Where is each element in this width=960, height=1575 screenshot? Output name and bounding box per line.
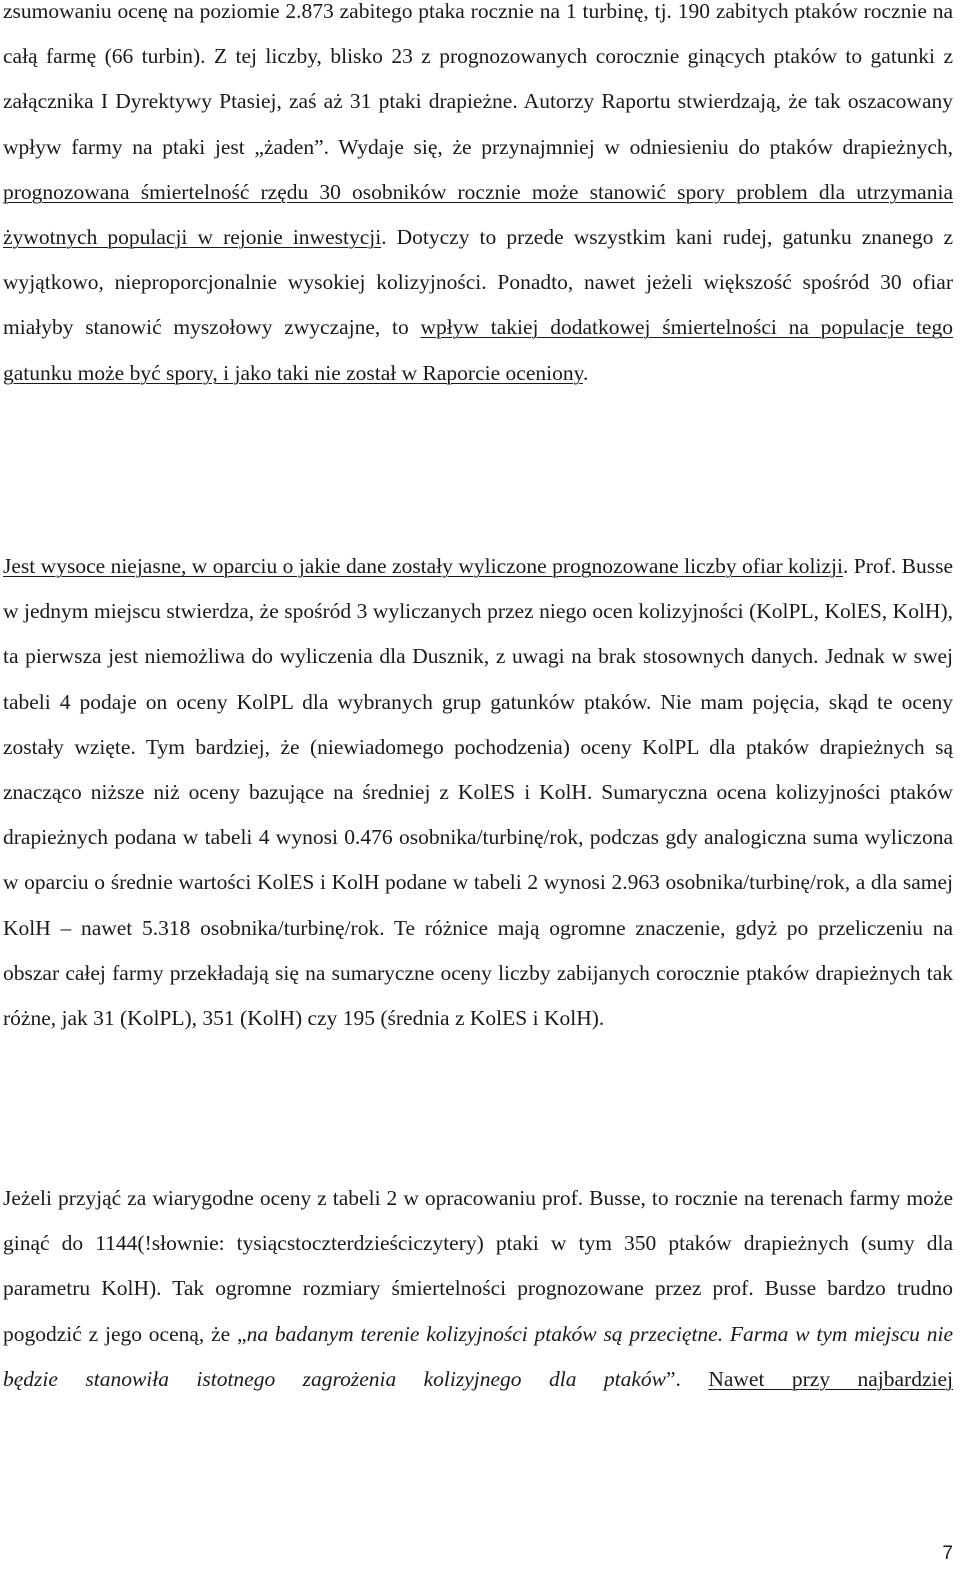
underlined-text: prognozowana śmiertelność rzędu 30 osobników rocznie może stanowić spory problem dla utrzymania żywotnych populacji w rejonie inwestycji <box>3 179 953 250</box>
text-segment: zsumowaniu ocenę na poziomie 2.873 zabitego ptaka rocznie na 1 turbinę, tj. 190 zabitych ptaków rocznie na całą farmę (66 turbin). Z tej liczby, blisko 23 z prognozowanych corocznie ginących ptaków to gatunki z załącznika I Dyrektywy Ptasiej, zaś aż 31 ptaki drapieżne. Autorzy Raportu stwierdzają, że tak oszacowany wpływ farmy na ptaki jest „żaden”. Wydaje się, że przynajmniej w odniesieniu do ptaków drapieżnych, <box>3 0 953 159</box>
underlined-text: wpływ takiej dodatkowej śmiertelności na populacje tego gatunku może być spory, i jako taki nie został w Raporcie oceniony <box>3 315 953 385</box>
underlined-text: Jest wysoce niejasne, w oparciu o jakie dane zostały wyliczone prognozowane liczby ofiar kolizji <box>3 554 843 578</box>
italic-quote: na badanym terenie kolizyjności ptaków są przeciętne. Farma w tym miejscu nie będzie stanowiła istotnego zagrożenia kolizyjnego dla ptaków <box>3 1321 953 1391</box>
text-segment: . Prof. Busse w jednym miejscu stwierdza, że spośród 3 wyliczanych przez niego ocen kolizyjności (KolPL, KolES, KolH), ta pierwsza jest niemożliwa do wyliczenia dla Dusznik, z uwagi na brak stosownych danych. Jednak w swej tabeli 4 podaje on oceny KolPL dla wybranych grup gatunków ptaków. Nie mam pojęcia, skąd te oceny zostały wzięte. Tym bardziej, że (niewiadomego pochodzenia) oceny KolPL dla ptaków drapieżnych są znacząco niższe niż oceny bazujące na średniej z KolES i KolH. Sumaryczna ocena kolizyjności ptaków drapieżnych podana w tabeli 4 wynosi 0.476 osobnika/turbinę/rok, podczas gdy analogiczna suma wyliczona w oparciu o średnie wartości KolES i KolH podane w tabeli 2 wynosi 2.963 osobnika/turbinę/rok, a dla samej KolH – nawet 5.318 osobnika/turbinę/rok. Te różnice mają ogromne znaczenie, gdyż po przeliczeniu na obszar całej farmy przekładają się na sumaryczne oceny liczby zabijanych corocznie ptaków drapieżnych tak różne, jak 31 (KolPL), 351 (KolH) czy 195 (średnia z KolES i KolH). <box>3 554 953 1031</box>
text-segment: . Dotyczy to przede wszystkim kani rudej, gatunku znanego z wyjątkowo, nieproporcjonalnie wysokiej kolizyjności. Ponadto, nawet jeżeli większość spośród 30 ofiar miałyby stanowić myszołowy zwyczajne, to <box>3 225 953 340</box>
text-segment: Jeżeli przyjąć za wiarygodne oceny z tabeli 2 w opracowaniu prof. Busse, to rocznie na terenach farmy może ginąć do 1144(!słownie: tysiącstoczterdzieściczytery) ptaki w tym 350 ptaków drapieżnych (sumy dla parametru KolH). Tak ogromne rozmiary śmiertelności prognozowane przez prof. Busse bardzo trudno pogodzić z jego oceną, że „ <box>3 1186 953 1346</box>
underlined-text: Nawet przy najbardziej <box>708 1366 953 1391</box>
paragraph <box>3 544 953 1041</box>
page-number: 7 <box>942 1543 953 1564</box>
text-segment: ”. <box>665 1366 709 1391</box>
paragraph <box>3 1176 953 1402</box>
paragraph <box>3 0 953 396</box>
text-segment: . <box>582 360 589 385</box>
